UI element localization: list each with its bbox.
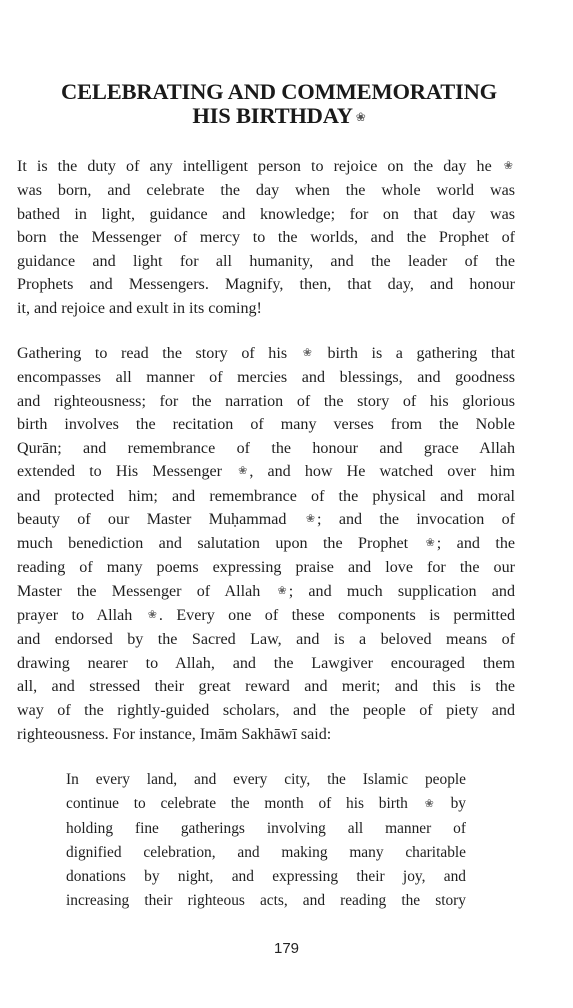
paragraph-1	[17, 155, 515, 321]
salutation-icon: ❀	[302, 346, 312, 359]
q-l2b: by	[450, 795, 466, 813]
page-number: 179	[273, 940, 300, 957]
p2-l8b: ; and the invocation of	[317, 511, 515, 529]
quote-line: holding fine gatherings involving all manner of	[66, 819, 466, 837]
p2-l8a: beauty of our Master Muḥammad	[17, 511, 287, 529]
salutation-icon: ❀	[503, 159, 513, 172]
paragraph-1-line: born the Messenger of mercy to the worlds, and the Prophet of	[17, 229, 515, 247]
paragraph-1-line: bathed in light, guidance and knowledge; for on that day was	[17, 205, 515, 223]
p2-l1b: birth is a gathering that	[327, 345, 516, 362]
paragraph-2-line	[17, 604, 515, 628]
p2-l9a: much benediction and salutation upon the Prophet	[17, 535, 409, 553]
salutation-icon: ❀	[277, 584, 287, 597]
salutation-icon: ❀	[147, 608, 157, 621]
q-l2a: continue to celebrate the month of his birth	[66, 795, 408, 813]
paragraph-2-line: and righteousness; for the narration of the story of his glorious	[17, 392, 515, 410]
quote-line: donations by night, and expressing their joy, and	[66, 868, 466, 886]
p2-l11a: Master the Messenger of Allah	[17, 583, 261, 600]
quote-line	[66, 792, 466, 817]
salutation-icon: ❀	[424, 797, 434, 810]
p2-l12a: prayer to Allah	[17, 607, 133, 625]
quote-line: increasing their righteous acts, and reading the story	[66, 892, 466, 910]
block-quote	[66, 768, 466, 914]
paragraph-2-line: and protected him; and remembrance of the physical and moral	[17, 487, 515, 505]
paragraph-2-line	[17, 532, 515, 556]
chapter-title	[14, 80, 544, 130]
paragraph-2-line: reading of many poems expressing praise and love for the our	[17, 559, 515, 577]
paragraph-2-line: encompasses all manner of mercies and blessings, and goodness	[17, 369, 515, 387]
paragraph-2-line: Qurān; and remembrance of the honour and grace Allah	[17, 439, 515, 457]
chapter-title-line-2-text: HIS BIRTHDAY	[192, 103, 353, 128]
chapter-title-line-1: CELEBRATING AND COMMEMORATING	[61, 79, 497, 104]
paragraph-2-line	[17, 460, 515, 484]
p2-l9b: ; and the	[436, 535, 516, 553]
paragraph-2-line	[17, 508, 515, 532]
paragraph-1-line: was born, and celebrate the day when the whole world was	[17, 182, 515, 200]
paragraph-2-line: and endorsed by the Sacred Law, and is a beloved means of	[17, 631, 515, 649]
p2-l1a: Gathering to read the story of his	[17, 345, 288, 362]
paragraph-2-line: way of the rightly-guided scholars, and the people of piety and	[17, 702, 515, 719]
paragraph-1-line: guidance and light for all humanity, and the leader of the	[17, 252, 515, 270]
paragraph-1-line: Prophets and Messengers. Magnify, then, that day, and honour	[17, 276, 515, 294]
paragraph-2-line: all, and stressed their great reward and merit; and this is the	[17, 678, 515, 696]
salutation-icon: ❀	[355, 109, 366, 124]
paragraph-2-line	[17, 342, 515, 366]
quote-line: dignified celebration, and making many charitable	[66, 843, 466, 861]
p2-l6a: extended to His Messenger	[17, 463, 223, 481]
p2-l11b: ; and much supplication and	[288, 583, 516, 600]
paragraph-2	[17, 342, 515, 746]
quote-line: In every land, and every city, the Islamic people	[66, 771, 466, 788]
paragraph-2-line: birth involves the recitation of many verses from the Noble	[17, 416, 515, 434]
salutation-icon: ❀	[238, 465, 248, 477]
salutation-icon: ❀	[305, 512, 316, 525]
paragraph-2-line: righteousness. For instance, Imām Sakhāwī said:	[17, 725, 332, 743]
p2-l6b: , and how He watched over him	[249, 463, 515, 481]
paragraph-1-line	[17, 155, 515, 179]
salutation-icon: ❀	[425, 536, 435, 549]
chapter-title-line-2	[14, 104, 544, 130]
p1-l1: It is the duty of any intelligent person to rejoice on the day he	[17, 158, 492, 175]
p2-l12b: . Every one of these components is permitted	[158, 607, 516, 625]
paragraph-1-line: it, and rejoice and exult in its coming!	[17, 300, 262, 318]
paragraph-2-line: drawing nearer to Allah, and the Lawgiver encouraged them	[17, 654, 515, 672]
paragraph-2-line	[17, 580, 515, 604]
